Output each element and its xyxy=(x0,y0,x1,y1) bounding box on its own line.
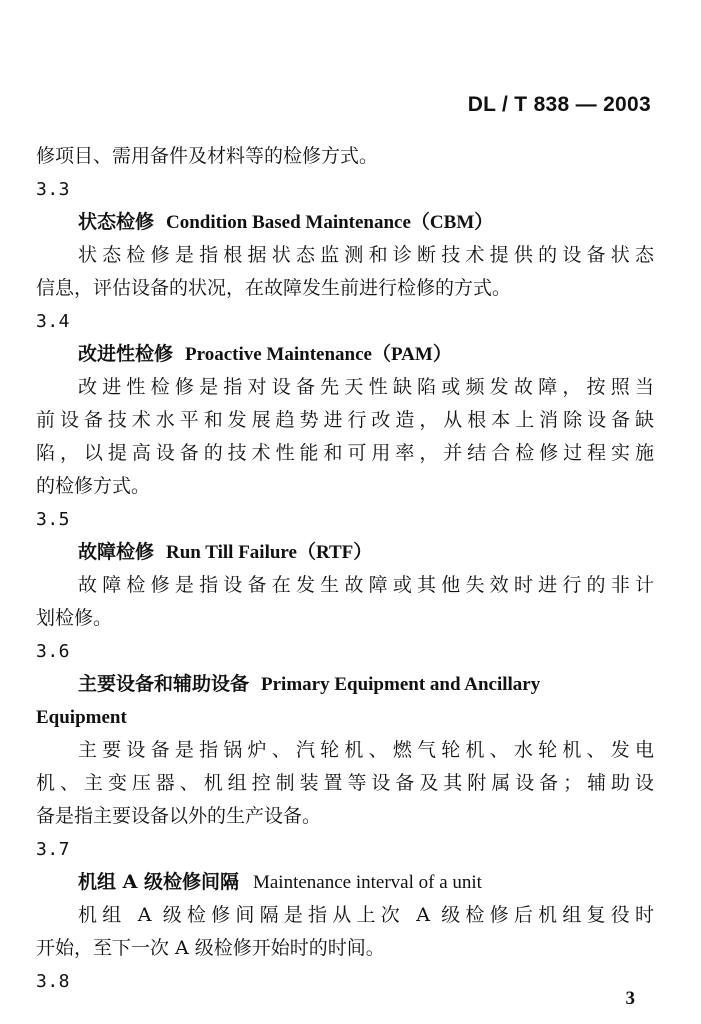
term-heading-3-3 xyxy=(36,206,654,239)
text-line: 修项目、需用备件及材料等的检修方式。 xyxy=(36,145,379,167)
section-number: 3.8 xyxy=(36,971,71,992)
document-code-header: DL / T 838 — 2003 xyxy=(467,93,651,116)
section-number: 3.6 xyxy=(36,641,71,662)
term-chinese: 状态检修 xyxy=(78,211,155,233)
section-number: 3.7 xyxy=(36,839,71,860)
text-line: 划检修。 xyxy=(36,607,113,629)
section-number: 3.4 xyxy=(36,311,71,332)
text-line: 故障检修是指设备在发生故障或其他失效时进行的非计 xyxy=(78,574,654,596)
text-line: 机、主变压器、机组控制装置等设备及其附属设备；辅助设 xyxy=(36,772,654,794)
text-line: 机组 A 级检修间隔是指从上次 A 级检修后机组复役时 xyxy=(78,904,654,926)
term-heading-3-6 xyxy=(36,668,654,701)
page-body xyxy=(36,140,654,998)
text-line: 状态检修是指根据状态监测和诊断技术提供的设备状态 xyxy=(78,244,654,266)
term-english: Run Till Failure（RTF） xyxy=(166,542,373,563)
page-number: 3 xyxy=(625,988,635,1009)
term-heading-3-5 xyxy=(36,536,654,569)
term-english: Maintenance interval of a unit xyxy=(252,872,482,893)
term-english: Condition Based Maintenance（CBM） xyxy=(166,212,494,233)
term-english: Proactive Maintenance（PAM） xyxy=(185,344,452,365)
text-line: 主要设备是指锅炉、汽轮机、燃气轮机、水轮机、发电 xyxy=(78,739,654,761)
term-english-continued xyxy=(36,701,654,734)
text-line: 备是指主要设备以外的生产设备。 xyxy=(36,805,322,827)
text-line: 前设备技术水平和发展趋势进行改造，从根本上消除设备缺 xyxy=(36,409,654,431)
text-line: 开始，至下一次 A 级检修开始时的时间。 xyxy=(36,937,385,959)
text-line: 陷，以提高设备的技术性能和可用率，并结合检修过程实施 xyxy=(36,442,654,464)
term-chinese: 故障检修 xyxy=(78,541,155,563)
text-line: 的检修方式。 xyxy=(36,475,151,497)
section-number: 3.3 xyxy=(36,179,71,200)
text-line: 信息，评估设备的状况，在故障发生前进行检修的方式。 xyxy=(36,277,512,299)
term-heading-3-7 xyxy=(36,866,654,899)
term-chinese: 主要设备和辅助设备 xyxy=(78,673,250,695)
term-heading-3-4 xyxy=(36,338,654,371)
term-chinese: 机组 A 级检修间隔 xyxy=(78,871,239,893)
term-english: Primary Equipment and Ancillary xyxy=(261,674,541,695)
term-english: Equipment xyxy=(36,707,127,728)
section-number: 3.5 xyxy=(36,509,71,530)
text-line: 改进性检修是指对设备先天性缺陷或频发故障，按照当 xyxy=(78,376,654,398)
term-chinese: 改进性检修 xyxy=(78,343,174,365)
